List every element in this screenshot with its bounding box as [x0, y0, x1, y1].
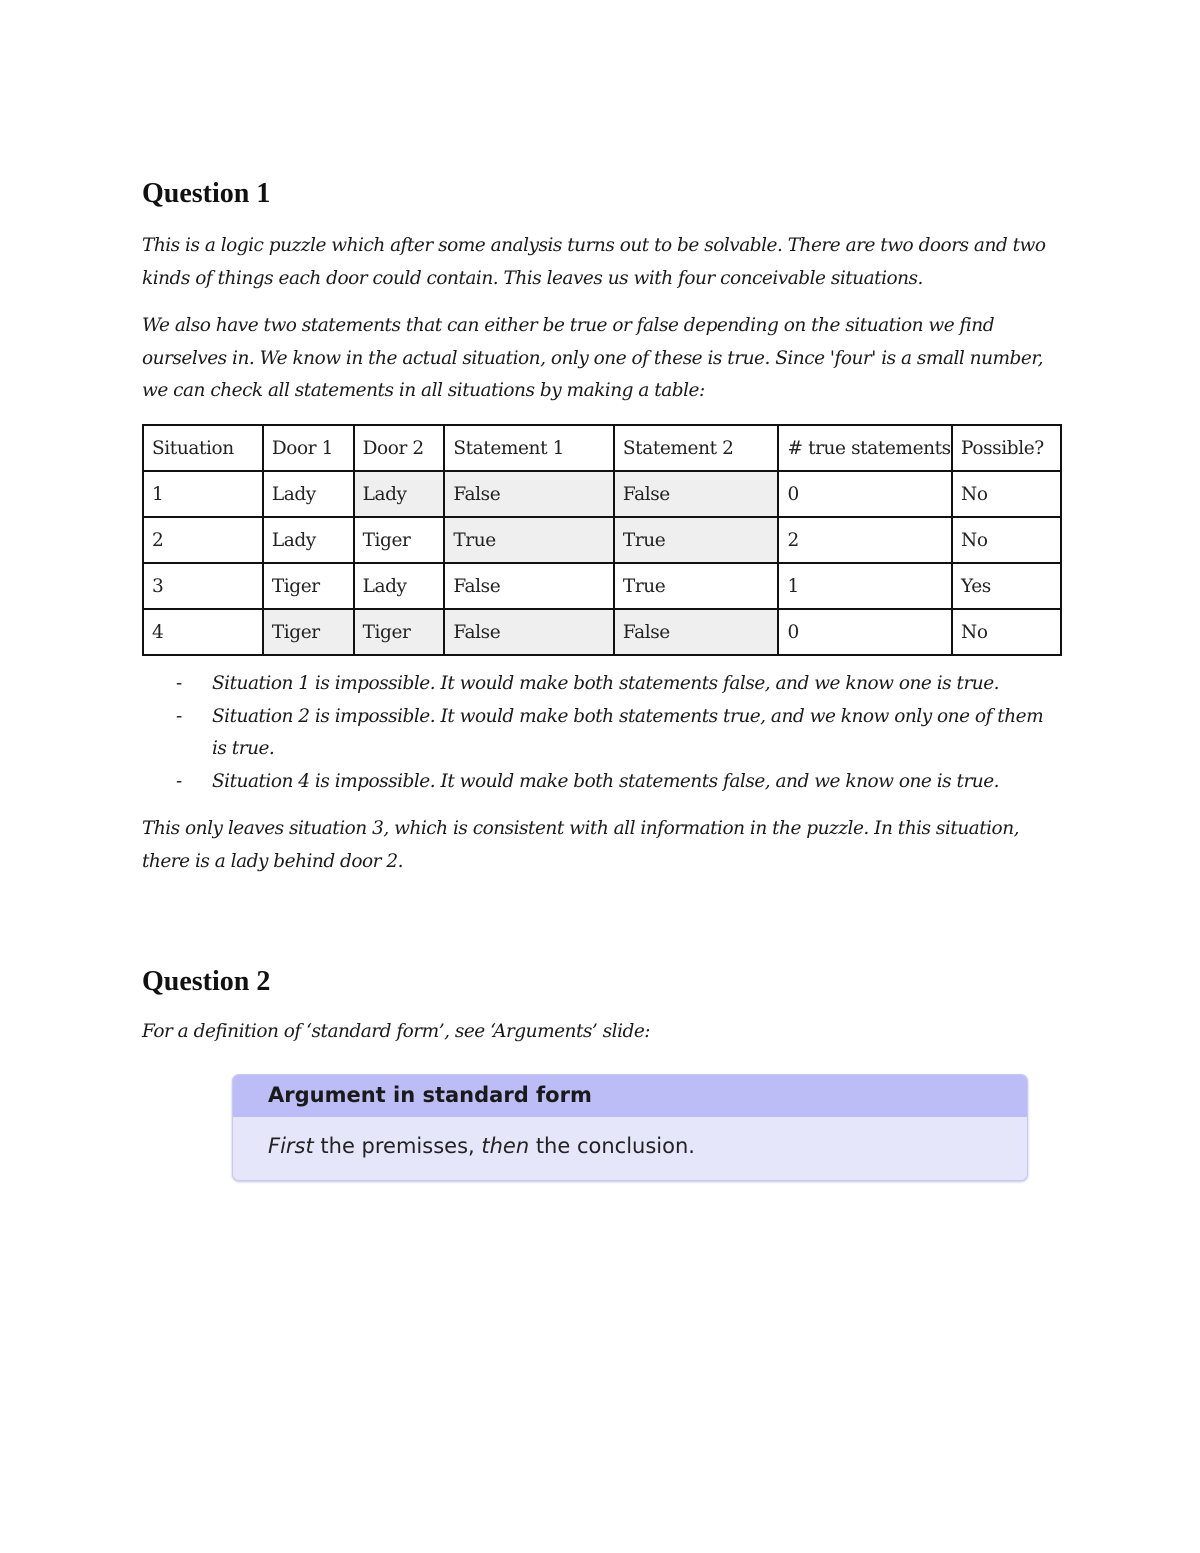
table-header-cell: Door 2 [354, 425, 445, 471]
emphasis-first: First [268, 1134, 314, 1158]
table-cell: 3 [143, 563, 263, 609]
argument-definition-block [232, 1074, 1028, 1181]
table-cell: No [952, 609, 1061, 655]
table-cell: False [444, 609, 614, 655]
impossibility-list [142, 668, 1062, 798]
emphasis-then: then [481, 1134, 530, 1158]
table-cell: No [952, 471, 1061, 517]
dash-bullet: - [176, 770, 182, 792]
table-header-row [143, 425, 1061, 471]
table-cell: 1 [143, 471, 263, 517]
table-cell: False [614, 609, 779, 655]
block-title: Argument in standard form [233, 1075, 1027, 1117]
table-cell: Lady [263, 471, 354, 517]
table-cell: 2 [143, 517, 263, 563]
table-cell: Tiger [354, 517, 445, 563]
q2-intro: For a definition of ‘standard form’, see ‘Arguments’ slide: [142, 1021, 651, 1042]
dash-bullet: - [176, 705, 182, 727]
table-cell: False [614, 471, 779, 517]
table-header-cell: Possible? [952, 425, 1061, 471]
table-cell: 4 [143, 609, 263, 655]
list-item-text: Situation 1 is impossible. It would make both statements false, and we know one is true. [212, 673, 1000, 694]
table-row [143, 609, 1061, 655]
block-body-middle: the premisses, [313, 1134, 482, 1158]
table-cell: Yes [952, 563, 1061, 609]
table-cell: 2 [778, 517, 952, 563]
table-cell: True [614, 517, 779, 563]
list-item-text: Situation 2 is impossible. It would make both statements true, and we know only one of them is true. [212, 705, 1044, 759]
table-cell: 0 [778, 609, 952, 655]
q1-paragraph-1: This is a logic puzzle which after some analysis turns out to be solvable. There are two doors and two kinds of things each door could contain. This leaves us with four conceivable situations. [142, 235, 1046, 289]
table-cell: Tiger [354, 609, 445, 655]
table-cell: True [444, 517, 614, 563]
table-cell: False [444, 563, 614, 609]
table-header-cell: # true statements [778, 425, 952, 471]
table-row [143, 517, 1061, 563]
table-row [143, 563, 1061, 609]
question-1-heading: Question 1 [142, 178, 271, 209]
list-item [142, 668, 1062, 701]
block-body [233, 1117, 1027, 1179]
table-cell: Lady [263, 517, 354, 563]
table-cell: Lady [354, 471, 445, 517]
question-2-heading: Question 2 [142, 966, 271, 997]
table-cell: No [952, 517, 1061, 563]
table-header-cell: Statement 1 [444, 425, 614, 471]
table-cell: True [614, 563, 779, 609]
dash-bullet: - [176, 673, 182, 694]
table-cell: Tiger [263, 609, 354, 655]
table-header-cell: Door 1 [263, 425, 354, 471]
table-header-cell: Statement 2 [614, 425, 779, 471]
list-item [142, 766, 1062, 799]
list-item [142, 701, 1062, 766]
table-row [143, 471, 1061, 517]
table-header-cell: Situation [143, 425, 263, 471]
table-cell: Tiger [263, 563, 354, 609]
q1-paragraph-2: We also have two statements that can either be true or false depending on the situation we find ourselves in. We know in the actual situation, only one of these is true. Since 'four' is a small number, we can check all statements in all situations by making a table: [142, 315, 1044, 401]
table-cell: False [444, 471, 614, 517]
list-item-text: Situation 4 is impossible. It would make both statements false, and we know one is true. [212, 770, 1000, 792]
table-cell: 0 [778, 471, 952, 517]
block-body-end: the conclusion. [529, 1134, 695, 1158]
table-cell: 1 [778, 563, 952, 609]
table-cell: Lady [354, 563, 445, 609]
situations-table [142, 424, 1062, 656]
q1-conclusion: This only leaves situation 3, which is consistent with all information in the puzzle. In this situation, there is a lady behind door 2. [142, 818, 1019, 872]
